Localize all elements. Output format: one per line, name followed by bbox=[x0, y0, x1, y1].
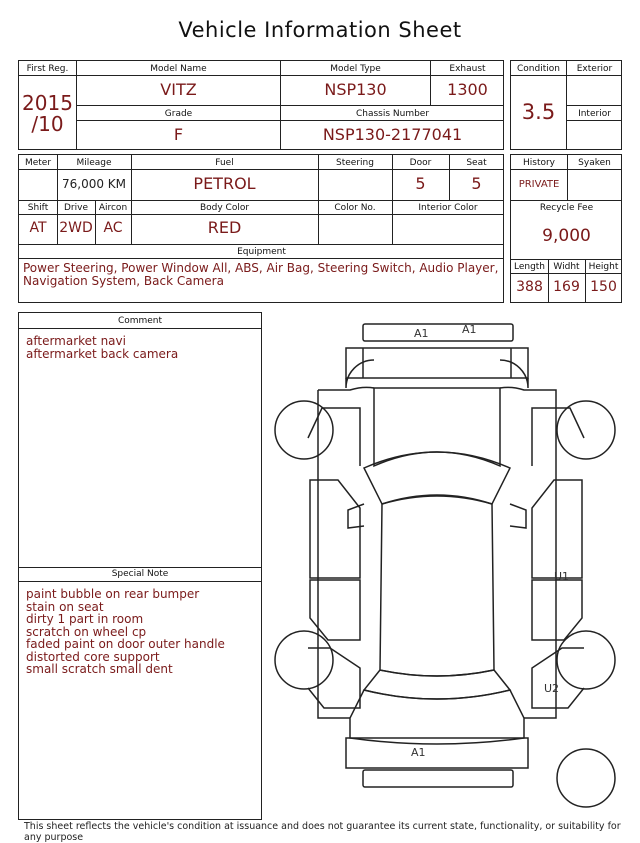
special-note-item: dirty 1 part in room bbox=[26, 612, 144, 626]
special-note-list bbox=[26, 588, 256, 676]
rear-right-wheel bbox=[557, 631, 615, 689]
mark-u2: U2 bbox=[544, 682, 560, 695]
shift-value: AT bbox=[29, 220, 47, 236]
vehicle-info-table bbox=[18, 60, 504, 150]
exhaust-value: 1300 bbox=[447, 80, 488, 99]
model-name-label: Model Name bbox=[150, 64, 207, 74]
right-front-door bbox=[532, 480, 582, 578]
height-value: 150 bbox=[590, 279, 617, 295]
history-box bbox=[510, 154, 622, 303]
spare-tire bbox=[557, 749, 615, 807]
condition-label: Condition bbox=[517, 64, 560, 74]
body-color-label: Body Color bbox=[199, 203, 250, 213]
front-right-wheel bbox=[557, 401, 615, 459]
front-left-wheel bbox=[275, 401, 333, 459]
history-value: PRIVATE bbox=[518, 179, 560, 190]
seat-label: Seat bbox=[466, 158, 487, 168]
rear-bumper bbox=[363, 770, 513, 787]
hood bbox=[374, 388, 500, 466]
steering-label: Steering bbox=[336, 158, 374, 168]
comment-panel bbox=[18, 312, 262, 820]
vehicle-details-table bbox=[18, 154, 504, 303]
first-reg-label: First Reg. bbox=[26, 64, 69, 74]
door-value: 5 bbox=[415, 174, 426, 193]
special-note-item: small scratch small dent bbox=[26, 662, 173, 676]
aircon-label: Aircon bbox=[98, 203, 128, 213]
comment-label: Comment bbox=[117, 316, 163, 326]
equipment-label: Equipment bbox=[237, 247, 286, 257]
car-damage-diagram bbox=[268, 318, 624, 818]
length-label: Length bbox=[513, 262, 546, 272]
mileage-value: 76,000 KM bbox=[61, 177, 127, 191]
condition-value: 3.5 bbox=[521, 100, 556, 124]
exterior-label: Exterior bbox=[576, 64, 613, 74]
fuel-label: Fuel bbox=[215, 158, 234, 168]
comment-item: aftermarket navi bbox=[26, 334, 126, 348]
mark-a1-front-left: A1 bbox=[414, 327, 429, 340]
body-color-value: RED bbox=[207, 218, 242, 237]
first-reg-year: 2015 bbox=[22, 91, 73, 115]
drive-label: Drive bbox=[64, 203, 88, 213]
front-grille bbox=[346, 348, 528, 378]
recycle-fee-label: Recycle Fee bbox=[539, 203, 594, 213]
front-bumper bbox=[363, 324, 513, 341]
mark-a1-front-right: A1 bbox=[462, 323, 477, 336]
chassis-value: NSP130-2177041 bbox=[322, 125, 463, 144]
special-note-label: Special Note bbox=[111, 569, 169, 579]
syaken-label: Syaken bbox=[578, 158, 611, 168]
rear-left-wheel bbox=[275, 631, 333, 689]
fuel-value: PETROL bbox=[193, 174, 256, 193]
color-no-label: Color No. bbox=[334, 203, 376, 213]
right-rear-door bbox=[532, 580, 582, 640]
rear-tail bbox=[346, 738, 528, 768]
grade-label: Grade bbox=[164, 109, 193, 119]
mileage-label: Mileage bbox=[76, 158, 112, 168]
mark-a1-rear: A1 bbox=[411, 746, 426, 759]
chassis-label: Chassis Number bbox=[355, 109, 430, 119]
disclaimer-footer: This sheet reflects the vehicle's condition at issuance and does not guarantee its current state, functionality, or suitability for any purpose bbox=[24, 821, 621, 843]
exhaust-label: Exhaust bbox=[449, 64, 486, 74]
roof bbox=[380, 496, 494, 676]
right-quarter bbox=[532, 648, 584, 708]
condition-box bbox=[510, 60, 622, 150]
door-label: Door bbox=[409, 158, 432, 168]
model-type-value: NSP130 bbox=[324, 80, 387, 99]
special-note-item: stain on seat bbox=[26, 599, 104, 614]
width-value: 169 bbox=[553, 279, 580, 295]
special-note-item: scratch on wheel cp bbox=[26, 624, 147, 639]
interior-color-label: Interior Color bbox=[418, 203, 478, 213]
model-name-value: VITZ bbox=[160, 80, 197, 99]
history-label: History bbox=[522, 158, 556, 168]
special-note-item: paint bubble on rear bumper bbox=[26, 587, 200, 601]
left-quarter bbox=[308, 648, 360, 708]
equipment-value: Power Steering, Power Window All, ABS, Air Bag, Steering Switch, Audio Player, Navigation System, Back Camera bbox=[23, 261, 499, 288]
shift-label: Shift bbox=[27, 203, 49, 213]
seat-value: 5 bbox=[471, 174, 482, 193]
interior-label: Interior bbox=[578, 109, 611, 119]
recycle-fee-value: 9,000 bbox=[542, 226, 591, 246]
height-label: Height bbox=[588, 262, 619, 272]
special-note-item: distorted core support bbox=[26, 649, 160, 664]
trunk bbox=[350, 690, 524, 744]
length-value: 388 bbox=[516, 279, 543, 295]
mark-u1: U1 bbox=[554, 570, 570, 583]
aircon-value: AC bbox=[103, 220, 123, 236]
first-reg-month: /10 bbox=[31, 112, 64, 136]
grade-value: F bbox=[173, 125, 184, 144]
comment-item: aftermarket back camera bbox=[26, 346, 179, 361]
meter-label: Meter bbox=[24, 158, 52, 168]
page-title: Vehicle Information Sheet bbox=[178, 18, 462, 42]
comment-list bbox=[26, 335, 256, 360]
special-note-item: faded paint on door outer handle bbox=[26, 637, 225, 651]
width-label: Widht bbox=[553, 262, 580, 272]
drive-value: 2WD bbox=[59, 220, 93, 236]
body-outline bbox=[318, 387, 556, 718]
model-type-label: Model Type bbox=[330, 64, 381, 74]
